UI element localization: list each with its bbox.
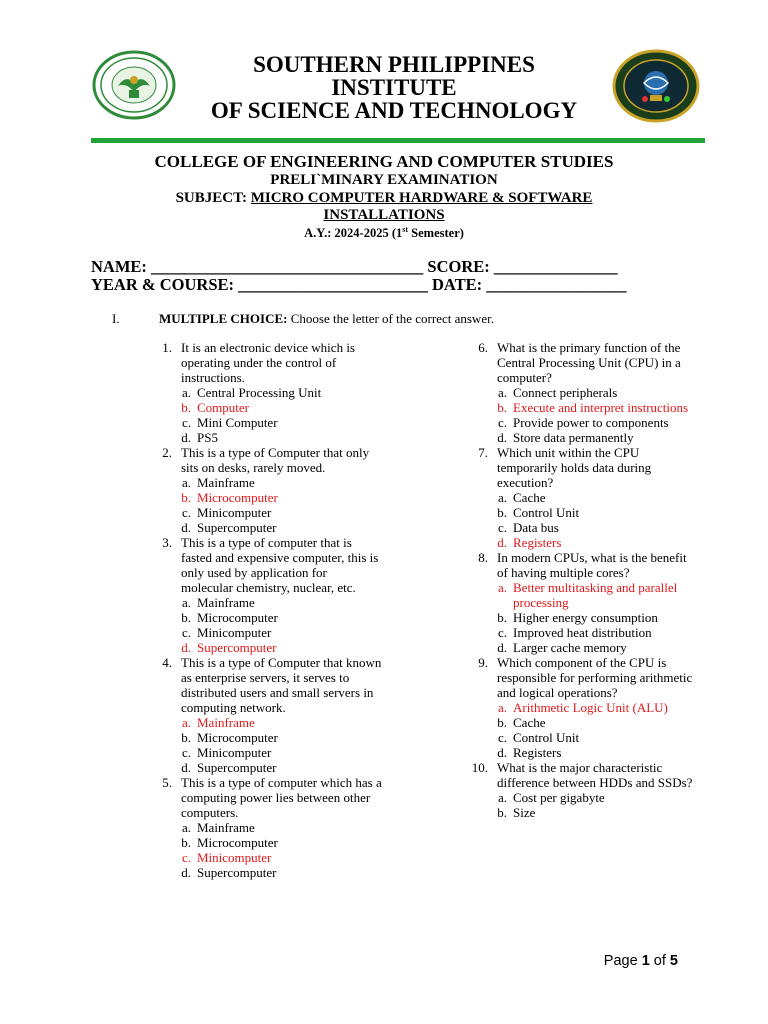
option-letter: b.	[497, 715, 507, 730]
option-letter: d.	[181, 640, 191, 655]
answer-option	[152, 505, 382, 520]
college-name: COLLEGE OF ENGINEERING AND COMPUTER STUDIES	[154, 152, 614, 171]
answer-option	[468, 805, 698, 820]
option-letter: b.	[181, 610, 191, 625]
option-text: Registers	[513, 535, 562, 550]
answer-option	[468, 415, 698, 430]
option-letter: b.	[181, 730, 191, 745]
question-9	[468, 655, 698, 700]
section-instruction: MULTIPLE CHOICE: Choose the letter of the correct answer.	[159, 311, 494, 326]
answer-option	[468, 385, 698, 400]
question-10	[468, 760, 698, 790]
option-text: Arithmetic Logic Unit (ALU)	[513, 700, 668, 715]
option-text: Size	[513, 805, 536, 820]
option-text: Improved heat distribution	[513, 625, 652, 640]
option-text: PS5	[197, 430, 218, 445]
option-letter: b.	[181, 835, 191, 850]
question-text: Which unit within the CPU temporarily holds data during execution?	[497, 445, 652, 490]
option-text: Mainframe	[197, 715, 255, 730]
question-text: This is a type of computer which has a computing power lies between other computers.	[181, 775, 382, 820]
answer-option	[152, 865, 382, 880]
question-8	[468, 550, 698, 580]
question-number: 8.	[478, 550, 488, 565]
option-text: Computer	[197, 400, 249, 415]
option-text: Mini Computer	[197, 415, 278, 430]
answer-option	[468, 610, 698, 625]
section-number: I.	[112, 311, 120, 326]
answer-option	[468, 430, 698, 445]
answer-option-correct	[152, 490, 382, 505]
answer-option	[152, 430, 382, 445]
option-letter: c.	[181, 850, 191, 865]
option-letter: d.	[497, 430, 507, 445]
question-text: In modern CPUs, what is the benefit of having multiple cores?	[497, 550, 687, 580]
option-letter: c.	[181, 625, 191, 640]
option-letter: b.	[497, 400, 507, 415]
answer-option-correct	[468, 535, 698, 550]
answer-option	[468, 520, 698, 535]
question-text: This is a type of Computer that only sits on desks, rarely moved.	[181, 445, 370, 475]
question-text: This is a type of computer that is fasted and expensive computer, this is only used by application for molecular chemistry, nuclear, etc.	[181, 535, 379, 595]
option-text: Connect peripherals	[513, 385, 618, 400]
answer-option-correct	[152, 400, 382, 415]
option-letter: c.	[181, 505, 191, 520]
question-number: 3.	[162, 535, 172, 550]
option-letter: b.	[181, 490, 191, 505]
option-text: Supercomputer	[197, 865, 277, 880]
answer-option-correct	[152, 850, 382, 865]
option-letter: d.	[497, 535, 507, 550]
option-letter: d.	[181, 520, 191, 535]
course-date-fields: YEAR & COURSE: _______________________ DATE: _________________	[91, 275, 627, 294]
option-letter: a.	[181, 385, 191, 400]
option-letter: b.	[497, 610, 507, 625]
answer-option	[152, 415, 382, 430]
question-1	[152, 340, 382, 385]
option-text: Microcomputer	[197, 730, 278, 745]
institution-name-line-3: OF SCIENCE AND TECHNOLOGY	[210, 98, 578, 123]
question-3	[152, 535, 382, 595]
option-text: Larger cache memory	[513, 640, 627, 655]
question-text: What is the major characteristic difference between HDDs and SSDs?	[497, 760, 693, 790]
option-letter: a.	[497, 580, 507, 595]
option-text: Control Unit	[513, 505, 580, 520]
option-letter: c.	[497, 730, 507, 745]
option-text: Data bus	[513, 520, 559, 535]
option-letter: a.	[181, 595, 191, 610]
question-number: 2.	[162, 445, 172, 460]
question-number: 9.	[478, 655, 488, 670]
question-text: It is an electronic device which is operating under the control of instructions.	[181, 340, 355, 385]
option-text: Microcomputer	[197, 610, 278, 625]
answer-option	[468, 490, 698, 505]
subject-name-part-1: MICRO COMPUTER HARDWARE & SOFTWARE	[250, 190, 593, 206]
option-text: Central Processing Unit	[197, 385, 322, 400]
question-number: 1.	[162, 340, 172, 355]
option-letter: b.	[497, 505, 507, 520]
option-letter: a.	[181, 820, 191, 835]
question-7	[468, 445, 698, 490]
answer-option-correct	[468, 700, 698, 715]
question-5	[152, 775, 382, 820]
option-text: Cost per gigabyte	[513, 790, 605, 805]
option-letter: a.	[497, 700, 507, 715]
answer-option	[152, 760, 382, 775]
answer-option	[468, 715, 698, 730]
answer-option	[152, 745, 382, 760]
institution-name-line-1: SOUTHERN PHILIPPINES	[253, 52, 535, 77]
question-6	[468, 340, 698, 385]
answer-option	[152, 730, 382, 745]
option-letter: d.	[181, 430, 191, 445]
answer-option	[152, 595, 382, 610]
questions-column-left	[152, 340, 382, 880]
academic-year: A.Y.: 2024-2025 (1st Semester)	[304, 225, 464, 241]
option-letter: c.	[497, 415, 507, 430]
option-letter: b.	[497, 805, 507, 820]
option-text: Minicomputer	[197, 745, 272, 760]
option-letter: a.	[497, 790, 507, 805]
answer-option	[468, 745, 698, 760]
option-letter: d.	[497, 745, 507, 760]
subject-label: SUBJECT:	[175, 190, 251, 206]
option-text: Registers	[513, 745, 562, 760]
option-text: Microcomputer	[197, 490, 278, 505]
answer-option	[152, 625, 382, 640]
answer-option	[152, 835, 382, 850]
answer-option-correct	[152, 715, 382, 730]
option-text: Microcomputer	[197, 835, 278, 850]
option-letter: d.	[181, 865, 191, 880]
name-score-fields: NAME: _________________________________ SCORE: _______________	[91, 257, 618, 276]
option-text: Mainframe	[197, 595, 255, 610]
option-letter: a.	[181, 475, 191, 490]
option-text: Supercomputer	[197, 760, 277, 775]
option-letter: c.	[497, 625, 507, 640]
option-text: Minicomputer	[197, 505, 272, 520]
answer-option	[152, 520, 382, 535]
option-text: Cache	[513, 715, 546, 730]
subject-line-2	[70, 207, 698, 224]
option-letter: c.	[181, 415, 191, 430]
option-text: Execute and interpret instructions	[513, 400, 689, 415]
question-text: This is a type of Computer that known as enterprise servers, it serves to distributed users and small servers in computing network.	[181, 655, 382, 715]
header-divider	[91, 138, 705, 143]
option-letter: a.	[181, 715, 191, 730]
option-letter: d.	[497, 640, 507, 655]
question-number: 6.	[478, 340, 488, 355]
answer-option	[152, 610, 382, 625]
page-footer: Page 1 of 5	[603, 953, 678, 969]
questions-column-right	[468, 340, 698, 820]
answer-option	[152, 385, 382, 400]
question-number: 10.	[471, 760, 488, 775]
option-text: Higher energy consumption	[513, 610, 658, 625]
question-2	[152, 445, 382, 475]
option-letter: b.	[181, 400, 191, 415]
answer-option	[152, 475, 382, 490]
exam-title: PRELI`MINARY EXAMINATION	[270, 172, 498, 188]
option-text: Minicomputer	[197, 850, 272, 865]
subject-line	[70, 190, 698, 207]
section-title: MULTIPLE CHOICE:	[159, 311, 288, 326]
option-text: Better multitasking and parallel processing	[513, 580, 678, 610]
answer-option	[468, 505, 698, 520]
option-text: Store data permanently	[513, 430, 634, 445]
option-text: Provide power to components	[513, 415, 669, 430]
question-number: 7.	[478, 445, 488, 460]
option-letter: d.	[181, 760, 191, 775]
option-text: Mainframe	[197, 475, 255, 490]
answer-option	[152, 820, 382, 835]
option-letter: a.	[497, 385, 507, 400]
answer-option-correct	[468, 580, 698, 610]
answer-option-correct	[468, 400, 698, 415]
question-4	[152, 655, 382, 715]
option-text: Cache	[513, 490, 546, 505]
option-letter: a.	[497, 490, 507, 505]
question-number: 4.	[162, 655, 172, 670]
answer-option	[468, 730, 698, 745]
answer-option	[468, 640, 698, 655]
option-text: Mainframe	[197, 820, 255, 835]
option-text: Supercomputer	[197, 520, 277, 535]
institution-name-line-2: INSTITUTE	[331, 75, 457, 100]
question-text: What is the primary function of the Central Processing Unit (CPU) in a computer?	[497, 340, 681, 385]
current-page: 1	[641, 953, 650, 969]
option-letter: c.	[497, 520, 507, 535]
question-number: 5.	[162, 775, 172, 790]
option-text: Supercomputer	[197, 640, 277, 655]
answer-option	[468, 790, 698, 805]
option-text: Control Unit	[513, 730, 580, 745]
subject-name-part-2: INSTALLATIONS	[323, 207, 445, 223]
question-text: Which component of the CPU is responsible for performing arithmetic and logical operations?	[497, 655, 693, 700]
answer-option	[468, 625, 698, 640]
total-pages: 5	[669, 953, 678, 969]
option-text: Minicomputer	[197, 625, 272, 640]
answer-option-correct	[152, 640, 382, 655]
option-letter: c.	[181, 745, 191, 760]
